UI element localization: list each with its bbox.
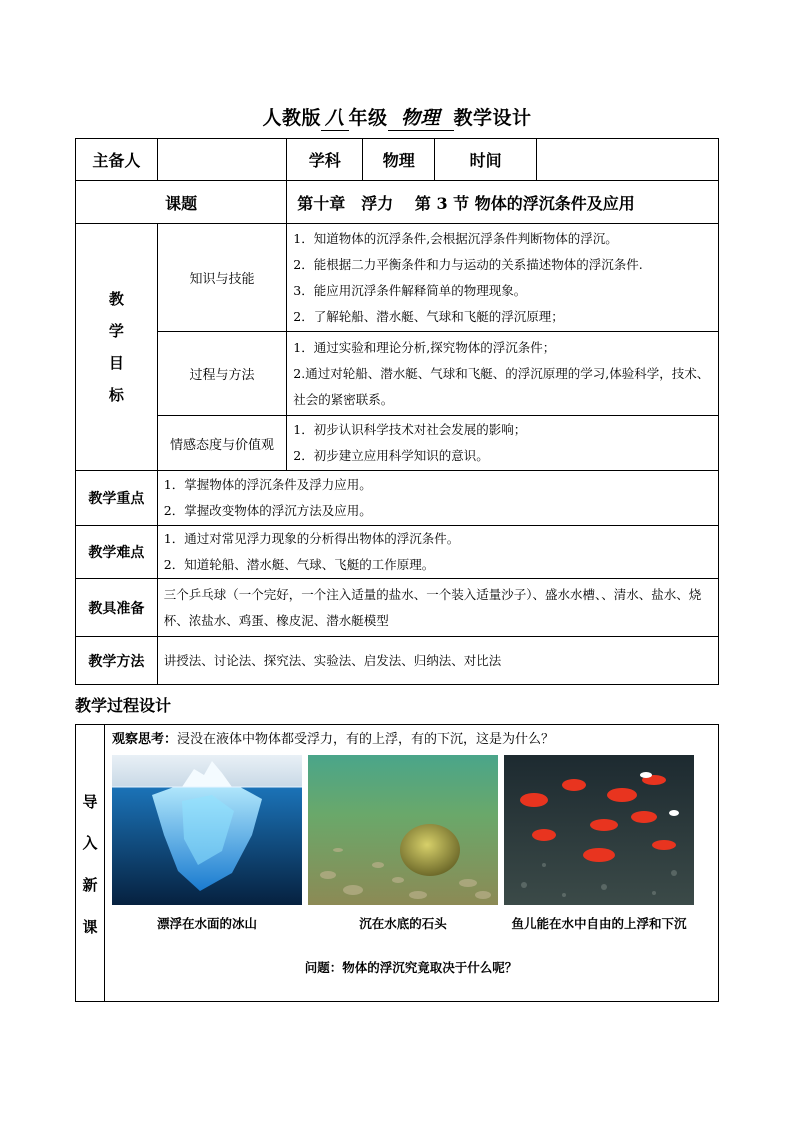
observe-label: 观察思考：: [112, 732, 178, 747]
page-title: [0, 103, 794, 131]
process-design-title: 教学过程设计: [75, 696, 172, 715]
key-points-label: 教学重点: [76, 471, 158, 526]
lesson-plan-table: [75, 138, 719, 685]
emotion-item: 1．初步认识科学技术对社会发展的影响；: [293, 422, 527, 437]
emotion-item: 2．初步建立应用科学知识的意识。: [293, 448, 489, 463]
difficulties-label: 教学难点: [76, 526, 158, 579]
objectives-char: 学: [108, 322, 124, 340]
process-content: [287, 332, 719, 416]
methods-content: 讲授法、讨论法、探究法、实验法、启发法、归纳法、对比法: [157, 637, 718, 685]
key-points-content: [157, 471, 718, 526]
goldfish-caption: 鱼儿能在水中自由的上浮和下沉: [511, 916, 687, 931]
rock-caption: 沉在水底的石头: [359, 916, 447, 931]
preparer-label: 主备人: [76, 139, 158, 181]
observe-text: 浸没在液体中物体都受浮力，有的上浮，有的下沉，这是为什么？: [177, 732, 555, 747]
goldfish-image: [504, 755, 694, 905]
difficulty-item: 2．知道轮船、潜水艇、气球、飞艇的工作原理。: [163, 557, 435, 572]
knowledge-content: [287, 224, 719, 332]
knowledge-item: 2．能根据二力平衡条件和力与运动的关系描述物体的浮沉条件.: [293, 256, 643, 272]
knowledge-item: 1．知道物体的沉浮条件,会根据沉浮条件判断物体的浮沉。: [293, 230, 618, 246]
topic-label: 课题: [76, 181, 287, 224]
topic-value: 第十章 浮力 第 3 节 物体的浮沉条件及应用: [287, 181, 719, 224]
subject-value: 物理: [363, 139, 435, 181]
objectives-char: 教: [108, 290, 124, 308]
subject-label: 学科: [287, 139, 363, 181]
question-text: 问题：物体的浮沉究竟取决于什么呢？: [304, 960, 518, 975]
process-item: 1．通过实验和理论分析,探究物体的浮沉条件；: [293, 339, 556, 355]
time-value: [537, 139, 719, 181]
process-item: 2.通过对轮船、潜水艇、气球和飞艇、的浮沉原理的学习,体验科学，技术、社会的紧密联系。: [293, 365, 710, 407]
preparer-value: [157, 139, 287, 181]
knowledge-item: 3．能应用沉浮条件解释简单的物理现象。: [293, 282, 527, 298]
knowledge-item: 2．了解轮船、潜水艇、气球和飞艇的浮沉原理；: [293, 308, 564, 324]
emotion-content: [287, 416, 719, 471]
materials-label: 教具准备: [76, 579, 158, 637]
subject-blank: 物理: [388, 103, 454, 131]
intro-char: 入: [82, 834, 98, 852]
intro-side-label: [76, 725, 105, 1001]
difficulty-item: 1．通过对常见浮力现象的分析得出物体的浮沉条件。: [163, 531, 460, 546]
key-point-item: 2．掌握改变物体的浮沉方法及应用。: [163, 503, 372, 518]
title-prefix: 人教版: [262, 107, 321, 129]
materials-content: 三个乒乓球（一个完好，一个注入适量的盐水、一个装入适量沙子）、盛水水槽、、清水、盐水、烧杯、浓盐水、鸡蛋、橡皮泥、潜水艇模型: [157, 579, 718, 637]
difficulties-content: [157, 526, 718, 579]
process-design-box: [75, 724, 719, 1002]
emotion-label: 情感态度与价值观: [157, 416, 287, 471]
methods-label: 教学方法: [76, 637, 158, 685]
objectives-char: 标: [108, 386, 124, 404]
grade-blank: 八: [321, 103, 349, 131]
key-point-item: 1．掌握物体的浮沉条件及浮力应用。: [163, 477, 372, 492]
title-grade-suffix: 年级: [348, 107, 388, 129]
observe-line: [112, 728, 554, 747]
objectives-char: 目: [108, 354, 124, 372]
iceberg-caption: 漂浮在水面的冰山: [156, 916, 257, 931]
rock-image: [308, 755, 498, 905]
process-label: 过程与方法: [157, 332, 287, 416]
iceberg-image: [112, 755, 302, 905]
intro-char: 课: [82, 918, 98, 936]
knowledge-label: 知识与技能: [157, 224, 287, 332]
intro-char: 导: [82, 793, 98, 811]
title-suffix: 教学设计: [453, 107, 532, 129]
intro-char: 新: [82, 876, 98, 894]
time-label: 时间: [435, 139, 537, 181]
objectives-label: [76, 224, 158, 471]
